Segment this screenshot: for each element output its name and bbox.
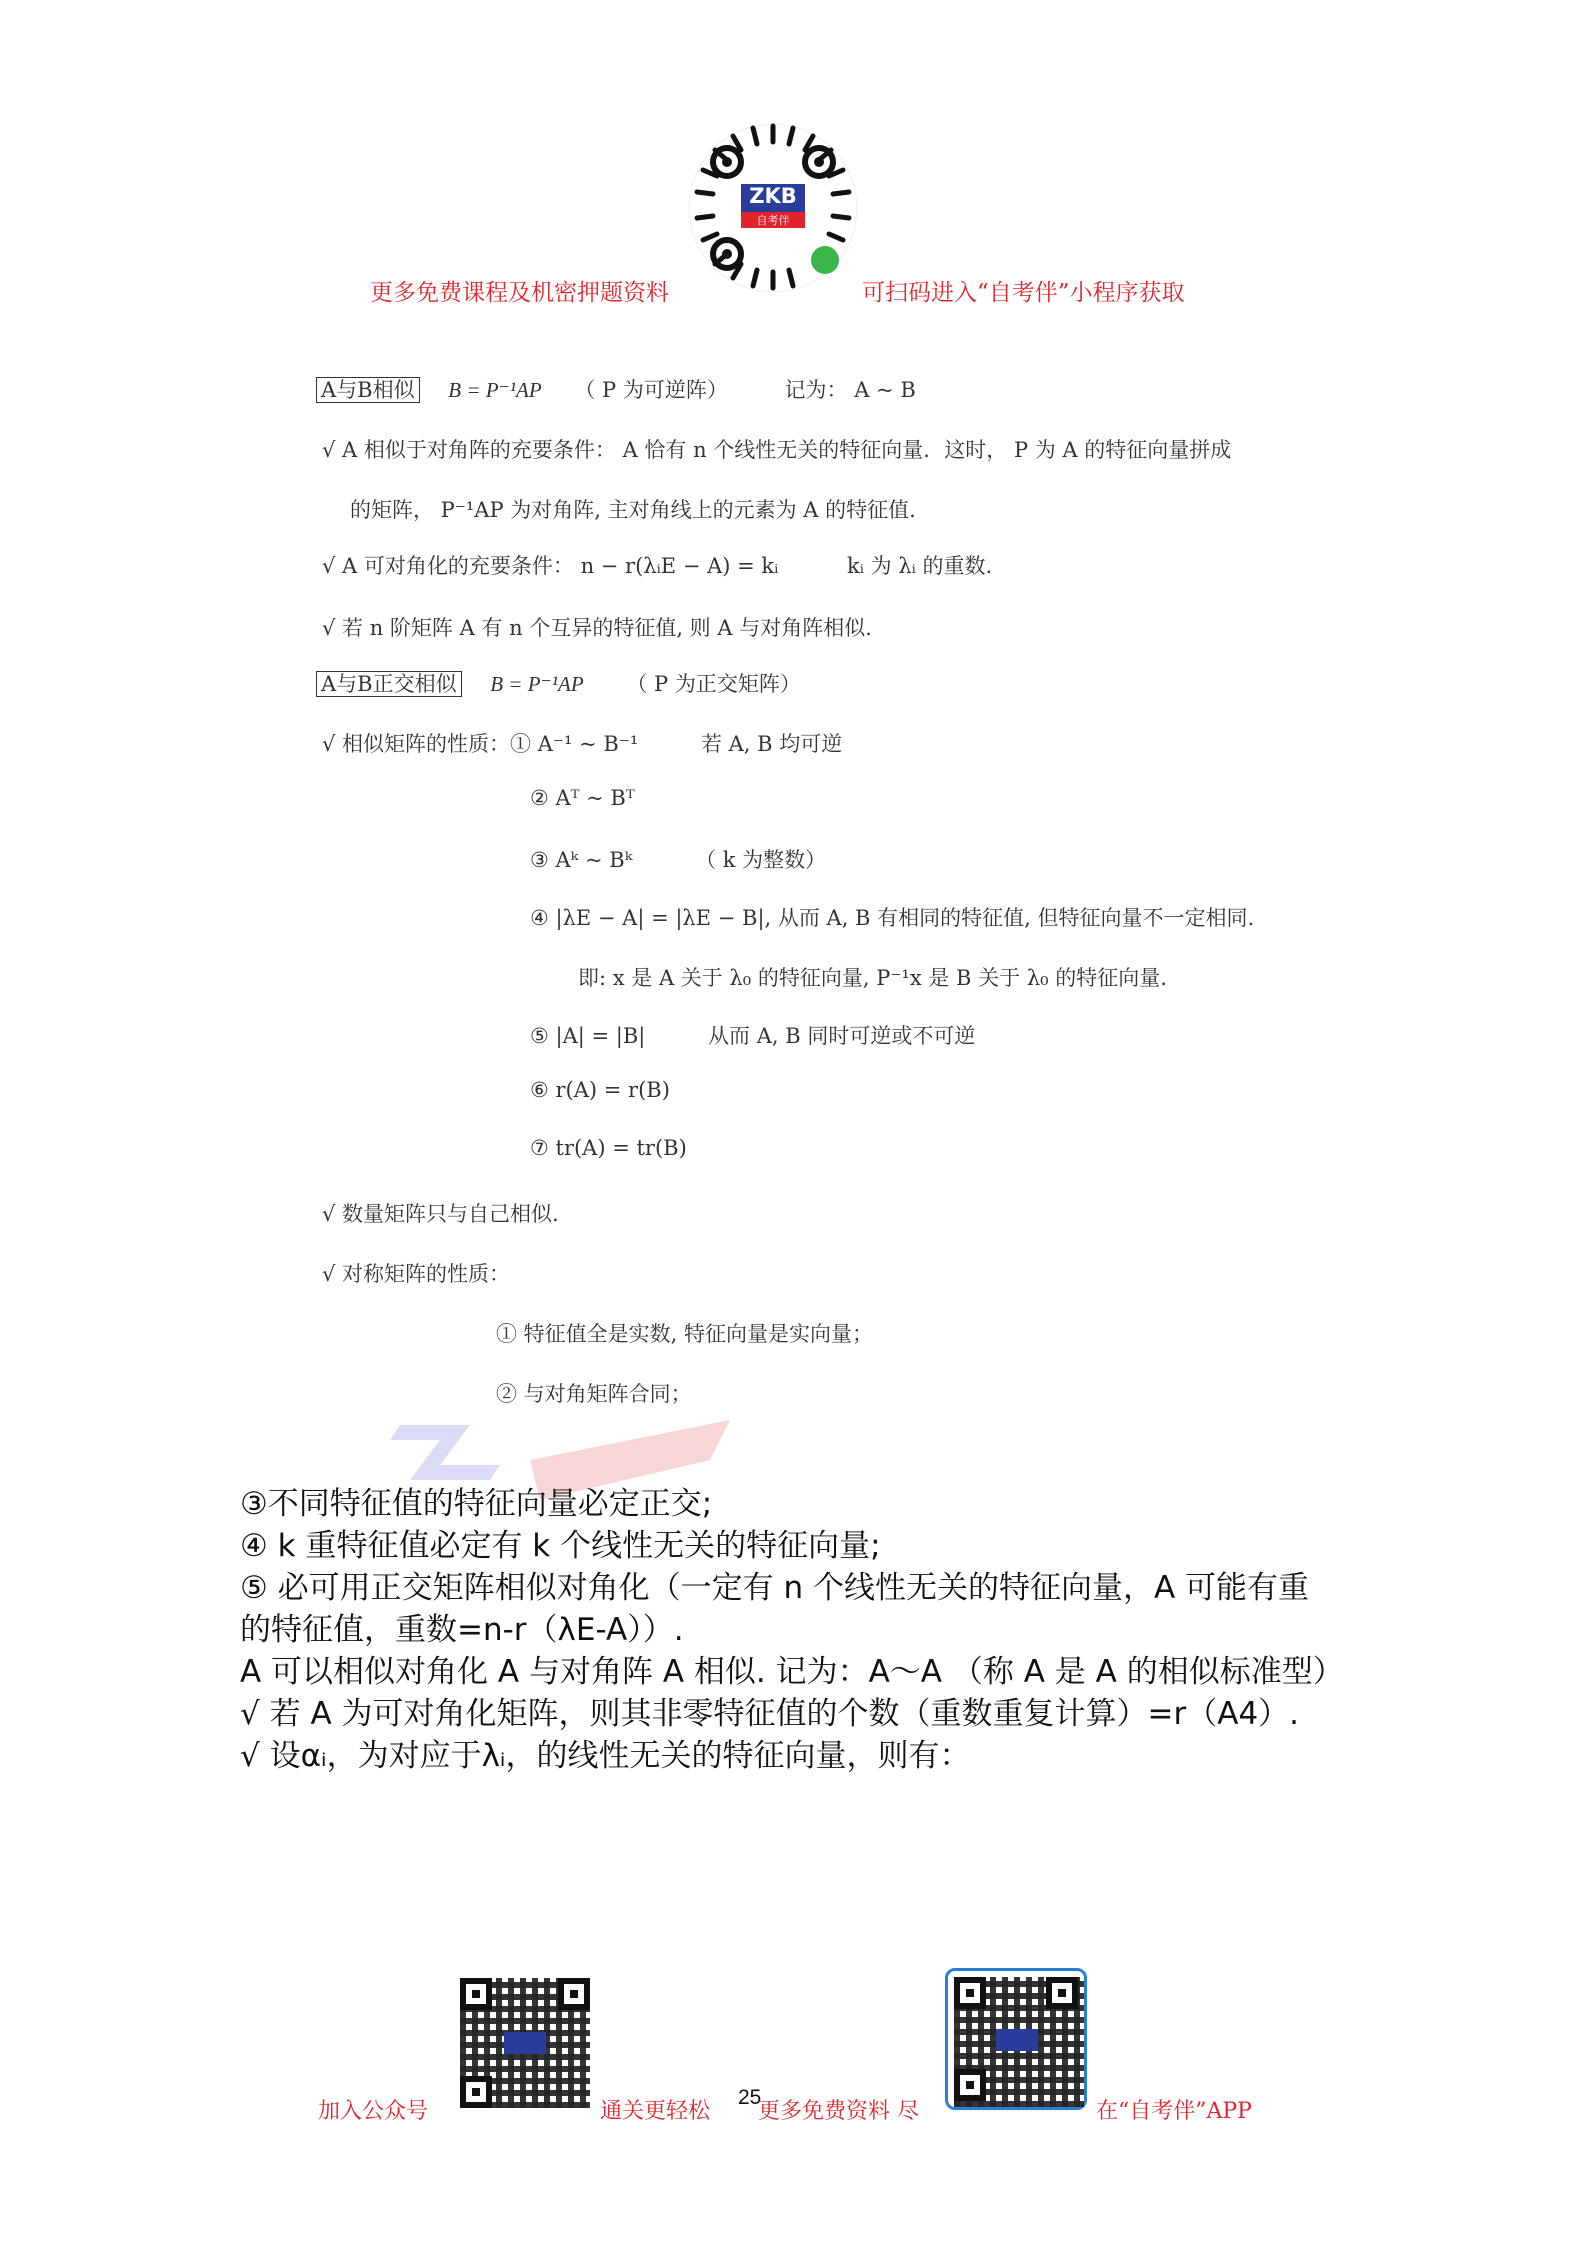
property-5-note: 从而 A, B 同时可逆或不可逆 <box>708 1024 976 1048</box>
footer-qr-right <box>945 1968 1087 2110</box>
body-line-3: ⑤ 必可用正交矩阵相似对角化（一定有 n 个线性无关的特征向量，A 可能有重 <box>240 1570 1310 1606</box>
diagonalizable-line <box>322 550 992 580</box>
body-line-7: √ 设αᵢ，为对应于λᵢ，的线性无关的特征向量，则有： <box>240 1738 971 1774</box>
body-line-1: ③不同特征值的特征向量必定正交; <box>240 1486 713 1522</box>
diagonal-condition-cont: 的矩阵， P⁻¹AP 为对角阵, 主对角线上的元素为 A 的特征值. <box>350 498 916 522</box>
diagonalizable-condition: √ A 可对角化的充要条件： n − r(λᵢE − A) = kᵢ <box>322 554 779 578</box>
footer-text-3: 更多免费资料 尽 <box>758 2099 919 2124</box>
property-5-line <box>530 1020 975 1050</box>
orthogonal-similar-box: A与B正交相似 <box>316 671 462 697</box>
similar-note: （ P 为可逆阵） <box>574 378 728 402</box>
body-line-6: √ 若 A 为可对角化矩阵，则其非零特征值的个数（重数重复计算）=r（A4）. <box>240 1696 1300 1732</box>
footer-qr-left <box>460 1978 590 2108</box>
property-3-note: （ k 为整数） <box>695 848 827 872</box>
similar-definition-line <box>316 374 916 404</box>
property-5: ⑤ |A| = |B| <box>530 1024 646 1048</box>
body-line-5: A 可以相似对角化 A 与对角阵 A 相似. 记为：A～A （称 A 是 A 的相似标准型） <box>240 1654 1344 1690</box>
symmetric-properties-line: √ 对称矩阵的性质： <box>322 1262 511 1286</box>
symmetric-property-1: ① 特征值全是实数, 特征向量是实向量； <box>496 1322 874 1346</box>
distinct-eigenvalues-line: √ 若 n 阶矩阵 A 有 n 个互异的特征值, 则 A 与对角阵相似. <box>322 616 872 640</box>
orthogonal-note: （ P 为正交矩阵） <box>626 672 801 696</box>
header-qr-code <box>683 118 863 298</box>
property-3-line <box>530 844 826 874</box>
similar-properties-line <box>322 728 842 758</box>
body-line-4: 的特征值，重数=n-r（λE-A））. <box>240 1612 684 1648</box>
similar-record: 记为： A ~ B <box>784 378 916 402</box>
diagonal-condition-line: √ A 相似于对角阵的充要条件： A 恰有 n 个线性无关的特征向量．这时， P 为 A 的特征向量拼成 <box>322 438 1232 462</box>
page-number: 25 <box>738 2086 762 2109</box>
scalar-matrix-line: √ 数量矩阵只与自己相似. <box>322 1202 559 1226</box>
multiplicity-note: kᵢ 为 λᵢ 的重数. <box>847 554 993 578</box>
property-1-note: 若 A, B 均可逆 <box>700 732 843 756</box>
similar-formula: B = P⁻¹AP <box>448 378 542 402</box>
footer-text-1: 加入公众号 <box>318 2099 429 2124</box>
orthogonal-similar-line <box>316 668 801 698</box>
logo-subtext: 自考伴 <box>756 214 790 227</box>
symmetric-property-2: ② 与对角矩阵合同； <box>496 1382 692 1406</box>
property-6: ⑥ r(A) = r(B) <box>530 1078 670 1102</box>
property-4-note: 即: x 是 A 关于 λ₀ 的特征向量, P⁻¹x 是 B 关于 λ₀ 的特征向量. <box>578 966 1167 990</box>
footer-text-4: 在“自考伴”APP <box>1096 2099 1252 2124</box>
property-3: ③ Aᵏ ~ Bᵏ <box>530 848 633 872</box>
header-right-text: 可扫码进入“自考伴”小程序获取 <box>862 280 1185 306</box>
property-1: √ 相似矩阵的性质：① A⁻¹ ~ B⁻¹ <box>322 732 639 756</box>
footer-text-2: 通关更轻松 <box>600 2099 711 2124</box>
header-left-text: 更多免费课程及机密押题资料 <box>370 280 669 306</box>
orthogonal-formula: B = P⁻¹AP <box>490 672 584 696</box>
similar-definition-box: A与B相似 <box>316 377 420 403</box>
logo-text: ZKB <box>749 184 797 208</box>
property-7: ⑦ tr(A) = tr(B) <box>530 1136 687 1160</box>
qr-pattern-icon <box>683 118 863 298</box>
property-4: ④ |λE − A| = |λE − B|, 从而 A, B 有相同的特征值, 但特征向量不一定相同. <box>530 906 1255 930</box>
body-line-2: ④ k 重特征值必定有 k 个线性无关的特征向量; <box>240 1528 881 1564</box>
property-2: ② Aᵀ ~ Bᵀ <box>530 786 635 810</box>
